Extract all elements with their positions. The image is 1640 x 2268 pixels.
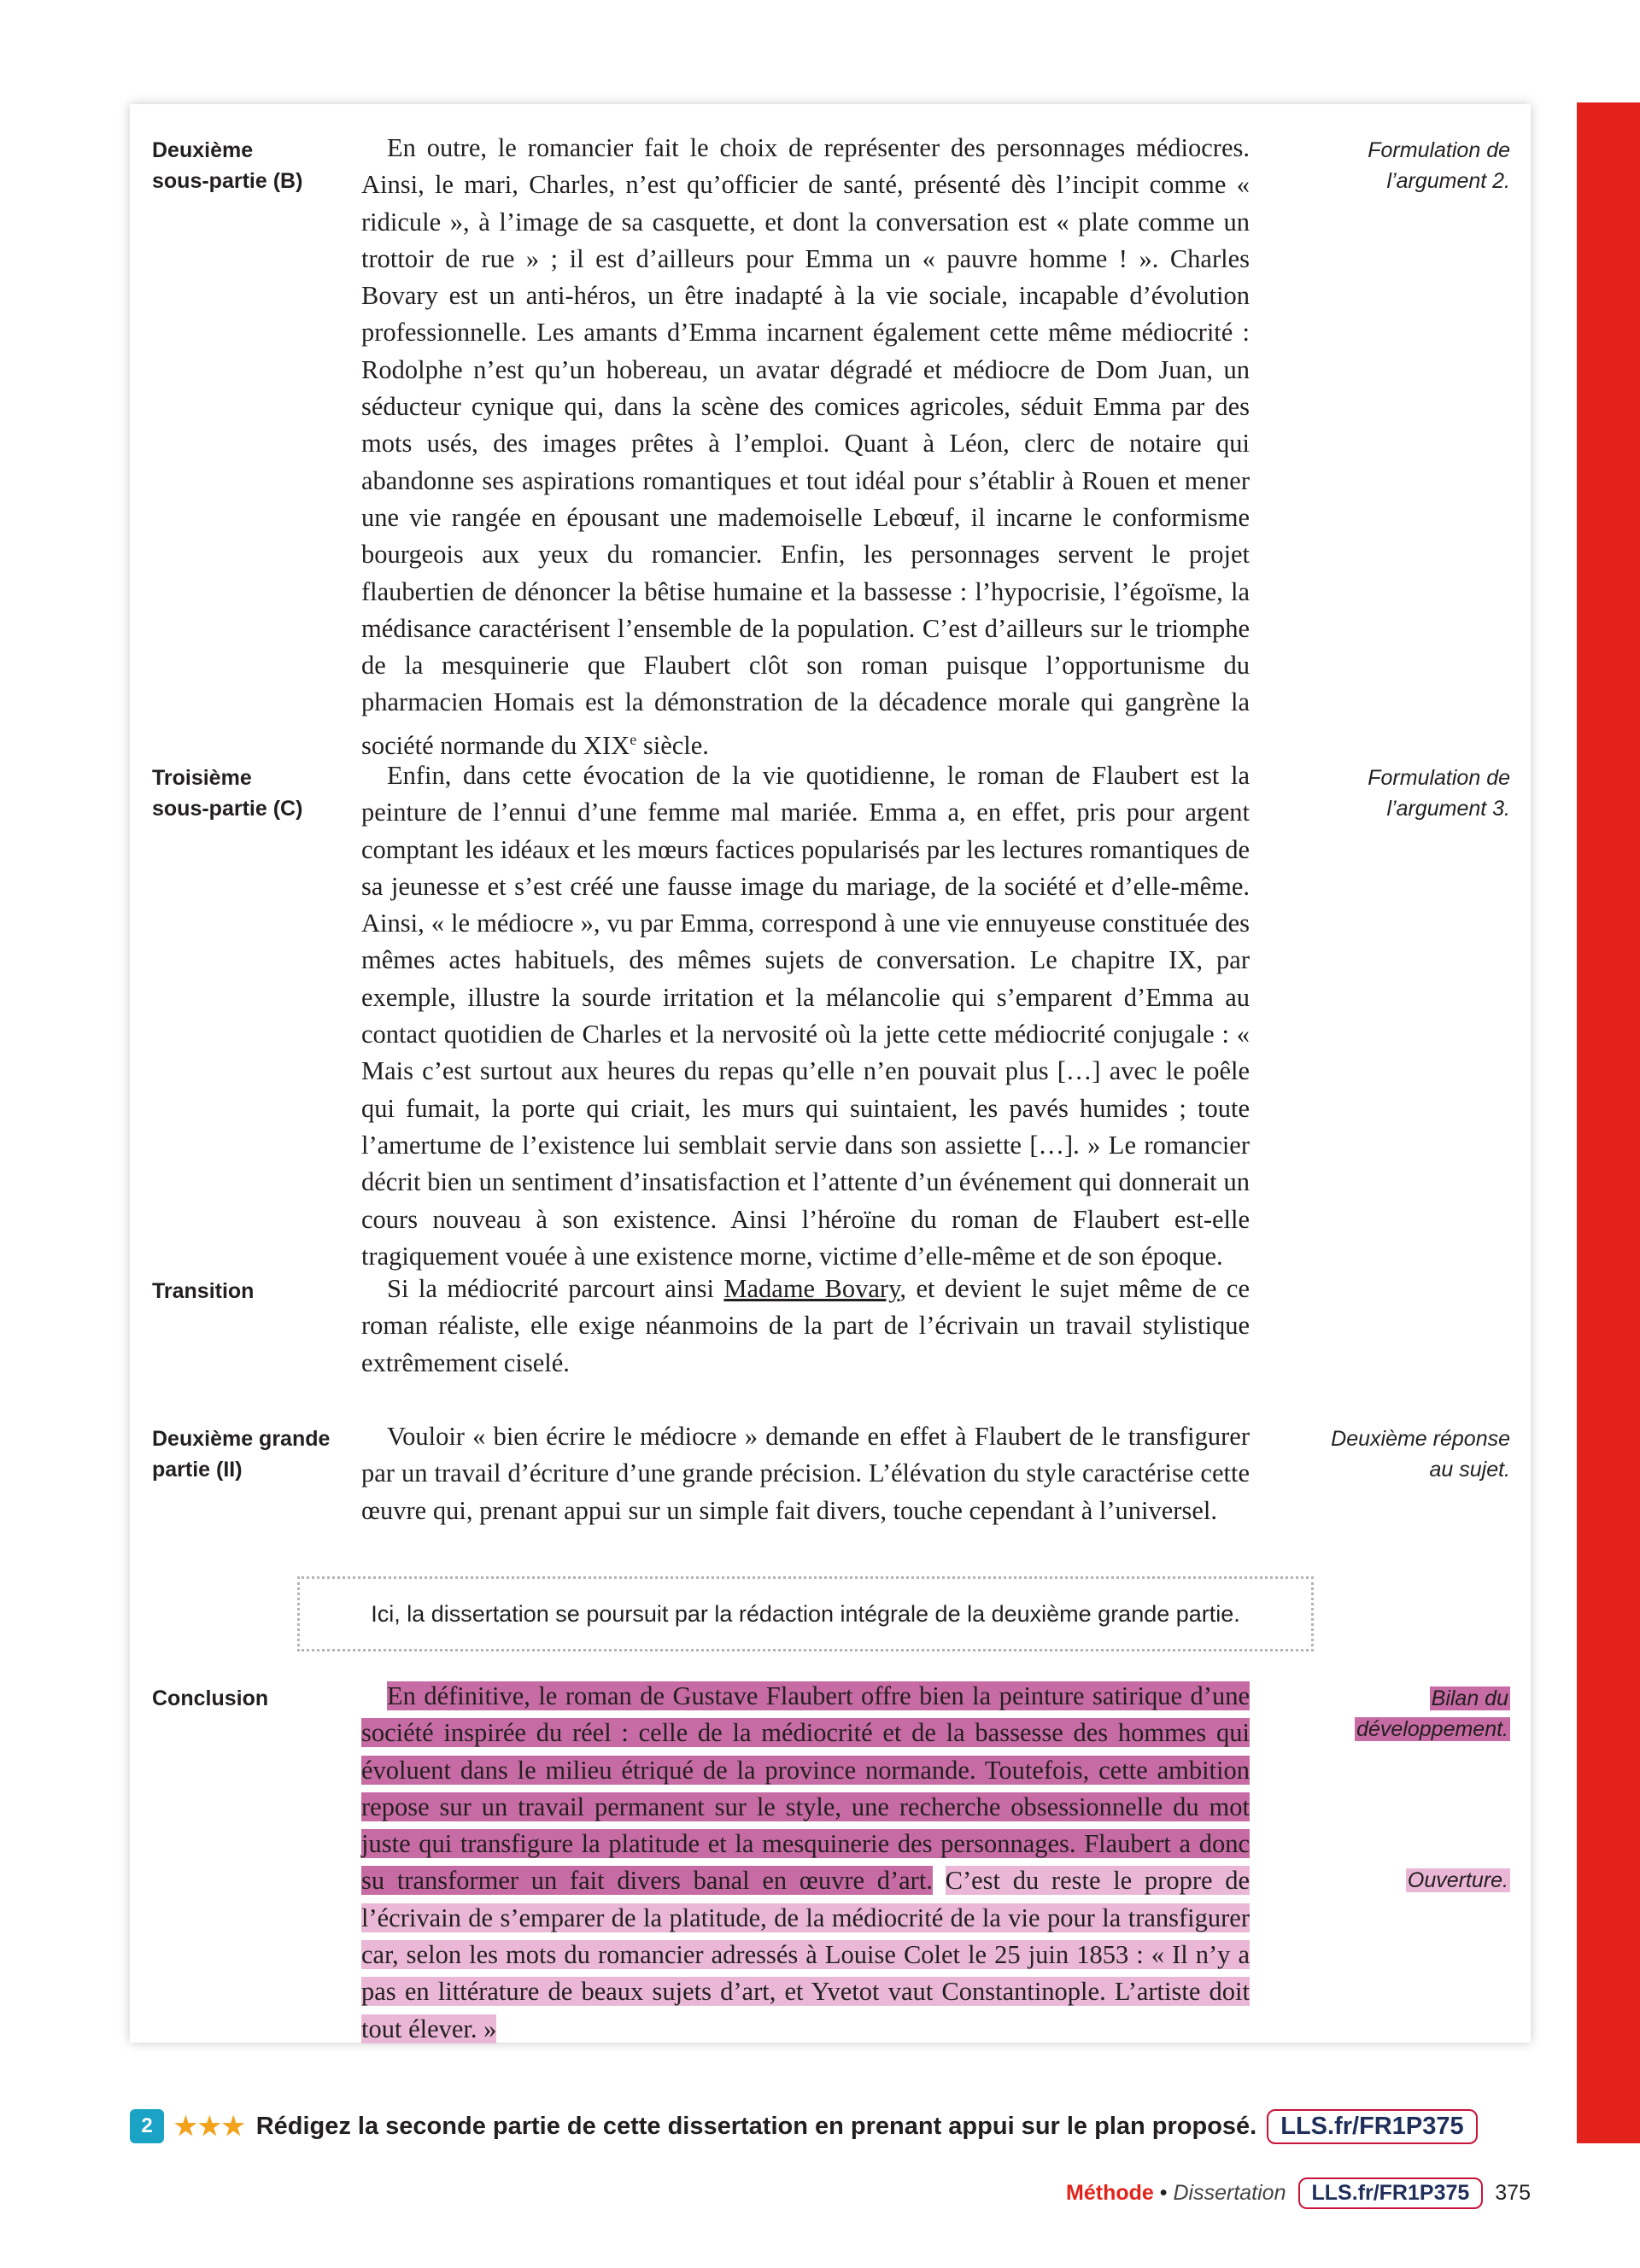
paragraph-transition [361, 1271, 1250, 1382]
note-line: Bilan du [1431, 1686, 1508, 1710]
note-line: l’argument 2. [1386, 169, 1510, 193]
note-line: Ouverture. [1407, 1868, 1508, 1892]
note-line: Formulation de [1368, 766, 1510, 790]
footer-subsection: Dissertation [1173, 2180, 1286, 2205]
exercise-line [130, 2106, 1478, 2147]
paragraph-text-end: siècle. [636, 730, 709, 760]
edge-color-bar [1577, 102, 1640, 2143]
label-line: partie (II) [152, 1458, 243, 1482]
paragraph-text: En outre, le romancier fait le choix de représenter des personnages médiocres. Ainsi, le mari, Charles, n’est qu’officier de santé, présenté dès l’incipit comme « ridicule », à l’image de sa casquette, et dont la conversation est « plate comme un trottoir de rue » ; il est d’ailleurs pour Emma un « pauvre homme ! ». Charles Bovary est un anti-héros, un être inadapté à la vie sociale, incapable d’évolution professionnelle. Les amants d’Emma incarnent également cette même médiocrité : Rodolphe n’est qu’un hobereau, un avatar dégradé et médiocre de Dom Juan, un séducteur cynique qui, dans la scène des comices agricoles, séduit Emma par des mots usés, des images prêtes à l’emploi. Quant à Léon, clerc de notaire qui abandonne ses aspirations romantiques et tout idéal pour s’établir à Rouen et mener une vie rangée en épousant une mademoiselle Lebœuf, il incarne le conformisme bourgeois aux yeux du romancier. Enfin, les personnages servent le projet flaubertien de dénoncer la bêtise humaine et la bassesse : l’hypocrisie, l’égoïsme, la médisance caractérisent l’ensemble de la population. C’est d’ailleurs sur le triomphe de la mesquinerie que Flaubert clôt son roman puisque l’opportunisme du pharmacien Homais est la démonstration de la décadence morale qui gangrène la société normande du [361, 133, 1250, 760]
paragraph-sous-partie-b [361, 130, 1250, 764]
note-line: Deuxième réponse [1331, 1427, 1510, 1451]
label-line: sous-partie (B) [152, 169, 303, 193]
placeholder-box: Ici, la dissertation se poursuit par la rédaction intégrale de la deuxième grande partie. [297, 1576, 1314, 1651]
paragraph-conclusion [361, 1678, 1250, 2048]
footer-separator: • [1159, 2180, 1168, 2205]
label-line: Troisième [152, 766, 252, 790]
label-line: sous-partie (C) [152, 797, 303, 821]
century-numeral: XIX [583, 730, 630, 760]
transition-text-end: , et devient le sujet même de ce roman réaliste, elle exige néanmoins de la part de l’écrivain un travail stylistique extrêmement ciselé. [361, 1274, 1250, 1377]
note-argument-3 [1271, 763, 1510, 824]
label-line: Deuxième [152, 138, 254, 162]
label-transition: Transition [152, 1279, 255, 1303]
note-deuxieme-reponse [1271, 1423, 1510, 1485]
conclusion-ouverture: C’est du reste le propre de l’écrivain de s’emparer de la platitude, de la médiocrité de la vie pour la transfigurer car, selon les mots du romancier adressés à Louise Colet le 25 juin 1853 : « Il n’y a pas en littérature de beaux sujets d’art, et Yvetot vaut Constantinople. L’artiste doit tout élever. » [361, 1866, 1250, 2043]
note-line: développement. [1356, 1717, 1508, 1741]
note-argument-2 [1271, 135, 1510, 196]
label-sous-partie-c [152, 763, 357, 824]
footer-section: Méthode [1066, 2180, 1154, 2205]
note-ouverture [1271, 1865, 1510, 1896]
footer-label [1066, 2181, 1286, 2206]
paragraph-deuxieme-partie: Vouloir « bien écrire le médiocre » demande en effet à Flaubert de le transfigurer par un travail d’écriture d’une grande précision. L’élévation du style caractérise cette œuvre qui, prenant appui sur un simple fait divers, touche cependant à l’universel. [361, 1422, 1250, 1525]
page-footer [1066, 2175, 1531, 2211]
label-conclusion: Conclusion [152, 1686, 269, 1710]
exercise-number-badge: 2 [130, 2109, 164, 2143]
exercise-link[interactable]: LLS.fr/FR1P375 [1267, 2109, 1477, 2144]
footer-link[interactable]: LLS.fr/FR1P375 [1298, 2177, 1484, 2209]
note-bilan [1271, 1683, 1510, 1745]
note-line: l’argument 3. [1386, 797, 1510, 821]
book-title: Madame Bovary [723, 1274, 900, 1303]
conclusion-bilan: En définitive, le roman de Gustave Flaubert offre bien la peinture satirique d’une société inspirée du réel : celle de la médiocrité et de la bassesse des hommes qui évoluent dans le milieu étriqué de la province normande. Toutefois, cette ambition repose sur un travail permanent sur le style, une recherche obsessionnelle du mot juste qui transfigure la platitude et la mesquinerie des personnages. Flaubert a donc su transformer un fait divers banal en œuvre d’art. [361, 1681, 1250, 1896]
note-line: au sujet. [1429, 1458, 1510, 1482]
difficulty-stars-icon: ★★★ [174, 2112, 246, 2141]
page-number: 375 [1495, 2180, 1531, 2205]
paragraph-sous-partie-c: Enfin, dans cette évocation de la vie quotidienne, le roman de Flaubert est la peinture de l’ennui d’une femme mal mariée. Emma a, en effet, pris pour argent comptant les idéaux et les mœurs factices popularisés par les lectures romantiques de sa jeunesse et s’est créé une fausse image du mariage, de la société et d’elle-même. Ainsi, « le médiocre », vu par Emma, correspond à une vie ennuyeuse constituée des mêmes actes habituels, des mêmes sujets de conversation. Le chapitre IX, par exemple, illustre la sourde irritation et la mélancolie qui s’emparent d’Emma au contact quotidien de Charles et la nervosité où la jette cette médiocrité conjugale : « Mais c’est surtout aux heures du repas qu’elle n’en pouvait plus […] avec le poêle qui fumait, la porte qui criait, les murs qui suintaient, les pavés humides ; toute l’amertume de l’existence lui semblait servie dans son assiette […]. » Le romancier décrit bien un sentiment d’insatisfaction et l’attente d’un événement qui donnerait un cours nouveau à son existence. Ainsi l’héroïne du roman de Flaubert est-elle tragiquement vouée à une existence morne, victime d’elle-même et de son époque. [361, 761, 1250, 1271]
label-deuxieme-partie [152, 1423, 357, 1485]
exercise-instruction: Rédigez la seconde partie de cette dissertation en prenant appui sur le plan proposé. [255, 2112, 1257, 2140]
century-superscript: e [630, 730, 637, 748]
label-sous-partie-b [152, 135, 357, 196]
transition-text: Si la médiocrité parcourt ainsi [387, 1274, 724, 1303]
note-line: Formulation de [1368, 138, 1510, 162]
label-line: Deuxième grande [152, 1427, 331, 1451]
